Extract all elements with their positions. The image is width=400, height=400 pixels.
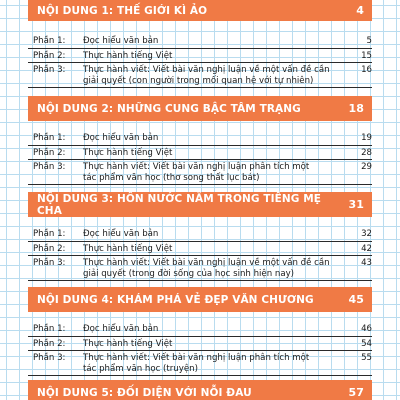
entry-list (28, 34, 372, 88)
section-title: NỘI DUNG 4: KHÁM PHÁ VẺ ĐẸP VĂN CHƯƠNG (37, 293, 314, 306)
part-title-multiline (83, 65, 346, 86)
list-item (28, 227, 372, 242)
section-header (28, 380, 372, 400)
part-page-number: 16 (361, 65, 372, 75)
part-label: Phần 1: (33, 324, 66, 334)
list-item (28, 49, 372, 64)
part-page-number: 5 (366, 36, 372, 46)
part-title-line-1: Thực hành viết: Viết bài văn nghị luận về một vấn đề cần (83, 258, 330, 268)
list-item (28, 256, 372, 281)
part-label: Phần 2: (33, 50, 66, 61)
entry-list (28, 227, 372, 281)
part-label: Phần 1: (33, 229, 66, 239)
part-title: Thực hành tiếng Việt (83, 50, 173, 61)
part-title-line-2: giải quyết (con người trong mối quan hệ với tự nhiên) (83, 75, 314, 86)
section-title: NỘI DUNG 5: ĐỐI DIỆN VỚI NỖI ĐAU (37, 386, 252, 399)
part-label: Phần 1: (33, 133, 66, 143)
part-label: Phần 1: (33, 36, 66, 46)
list-item (28, 131, 372, 146)
part-page-number: 28 (361, 147, 372, 158)
part-label: Phần 3: (33, 353, 66, 363)
part-title: Thực hành tiếng Việt (83, 338, 173, 349)
part-label: Phần 3: (33, 258, 66, 268)
part-label: Phần 2: (33, 147, 66, 158)
list-item (28, 322, 372, 337)
section-header (28, 96, 372, 121)
part-label: Phần 2: (33, 243, 66, 254)
toc-section-2 (28, 96, 372, 185)
part-title: Đọc hiểu văn bản (83, 229, 159, 239)
entry-list (28, 131, 372, 185)
toc-section-4 (28, 287, 372, 376)
list-item (28, 160, 372, 185)
section-header (28, 0, 372, 21)
part-page-number: 29 (361, 162, 372, 172)
entry-list (28, 322, 372, 376)
part-title: Đọc hiểu văn bản (83, 36, 159, 46)
list-item (28, 337, 372, 352)
part-title: Đọc hiểu văn bản (83, 324, 159, 334)
section-page-number: 31 (348, 198, 364, 211)
part-page-number: 54 (361, 338, 372, 349)
section-title: NỘI DUNG 2: NHỮNG CUNG BẬC TÂM TRẠNG (37, 102, 301, 115)
part-title-line-1: Thực hành viết: Viết bài văn nghị luận phân tích một (83, 353, 310, 363)
section-title: NỘI DUNG 1: THẾ GIỚI KÌ ẢO (37, 4, 208, 17)
section-page-number: 45 (348, 293, 364, 306)
part-title: Thực hành tiếng Việt (83, 243, 173, 254)
list-item (28, 351, 372, 376)
list-item (28, 242, 372, 257)
part-label: Phần 2: (33, 338, 66, 349)
toc-section-1 (28, 0, 372, 88)
list-item (28, 34, 372, 49)
part-page-number: 19 (361, 133, 372, 143)
part-page-number: 55 (361, 353, 372, 363)
toc-section-5 (28, 380, 372, 400)
part-title-line-2: tác phẩm văn học (thơ song thất lục bát) (83, 172, 260, 183)
list-item (28, 63, 372, 88)
section-page-number: 57 (348, 386, 364, 399)
part-title-line-2: giải quyết (trong đời sống của học sinh hiện nay) (83, 268, 295, 279)
part-page-number: 43 (361, 258, 372, 268)
section-title: NỘI DUNG 3: HỒN NƯỚC NẰM TRONG TIẾNG MẸ CHA (37, 192, 322, 217)
part-label: Phần 3: (33, 65, 66, 75)
part-label: Phần 3: (33, 162, 66, 172)
part-title-multiline (83, 258, 346, 279)
part-page-number: 32 (361, 229, 372, 239)
part-title-multiline (83, 162, 346, 183)
part-page-number: 46 (361, 324, 372, 334)
section-page-number: 4 (356, 4, 364, 17)
part-title-line-1: Thực hành viết: Viết bài văn nghị luận về một vấn đề cần (83, 65, 330, 75)
section-header (28, 287, 372, 312)
part-title-line-1: Thực hành viết: Viết bài văn nghị luận phân tích một (83, 162, 310, 172)
part-title: Đọc hiểu văn bản (83, 133, 159, 143)
section-page-number: 18 (348, 102, 364, 115)
part-title-line-2: tác phẩm văn học (truyện) (83, 363, 198, 374)
toc-section-3 (28, 192, 372, 281)
section-header (28, 192, 372, 217)
part-page-number: 15 (361, 50, 372, 61)
part-title: Thực hành tiếng Việt (83, 147, 173, 158)
part-page-number: 42 (361, 243, 372, 254)
list-item (28, 146, 372, 161)
part-title-multiline (83, 353, 346, 374)
